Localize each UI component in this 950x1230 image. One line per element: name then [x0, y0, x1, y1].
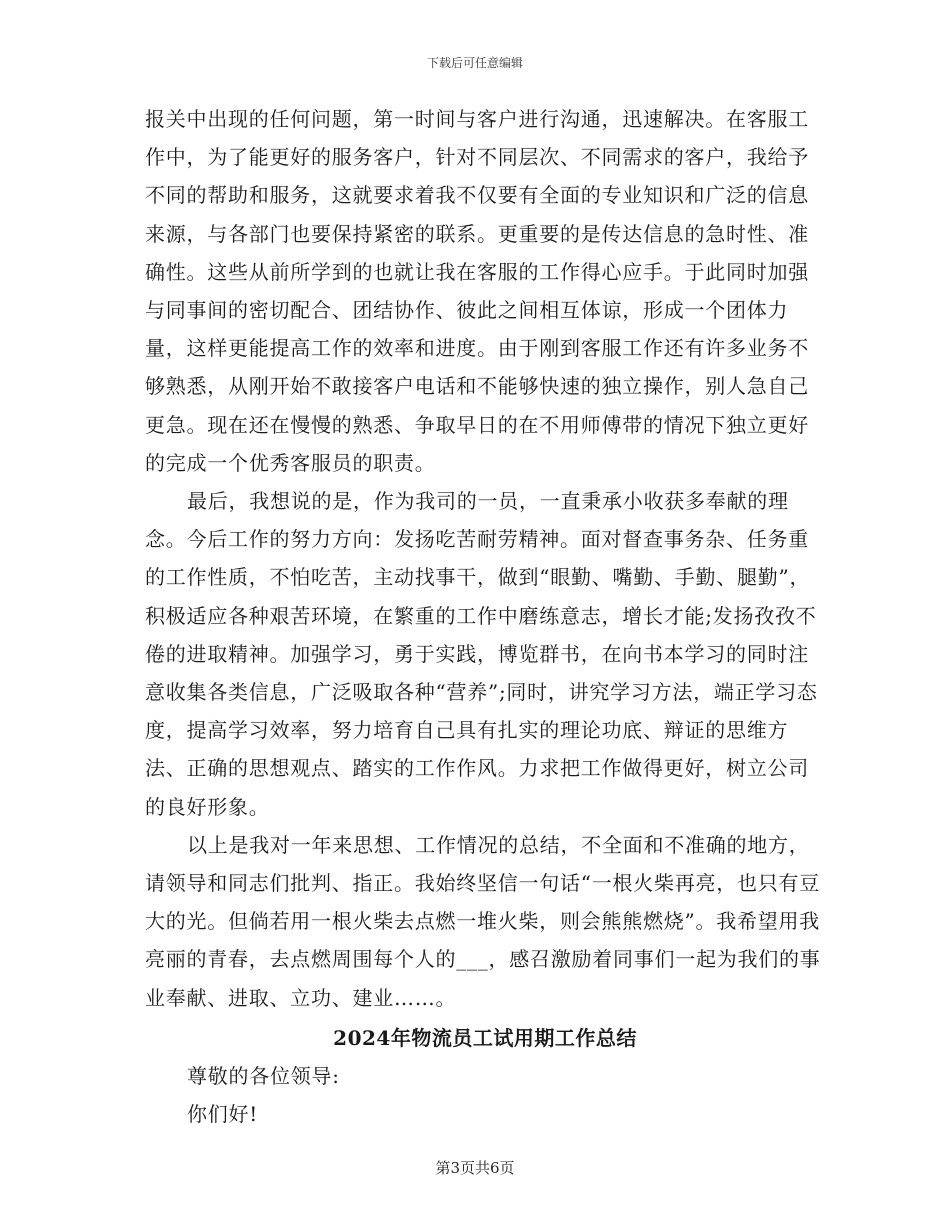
document-body — [145, 100, 825, 1133]
paragraph-work-direction: 最后，我想说的是，作为我司的一员，一直秉承小收获多奉献的理念。今后工作的努力方向：发扬吃苦耐劳精神。面对督查事务杂、任务重的工作性质，不怕吃苦，主动找事干，做到“眼勤、嘴勤、手勤、腿勤”，积极适应各种艰苦环境，在繁重的工作中磨练意志，增长才能;发扬孜孜不倦的进取精神。加强学习，勇于实践，博览群书，在向书本学习的同时注意收集各类信息，广泛吸取各种“营养”;同时，讲究学习方法，端正学习态度，提高学习效率，努力培育自己具有扎实的理论功底、辩证的思维方法、正确的思想观点、踏实的工作作风。力求把工作做得更好，树立公司的良好形象。 — [145, 489, 818, 819]
salutation: 尊敬的各位领导: — [187, 1063, 340, 1088]
greeting: 你们好! — [187, 1102, 259, 1127]
page-header: 下载后可任意编辑 — [426, 56, 523, 70]
paragraph-customer-service: 报关中出现的任何问题，第一时间与客户进行沟通，迅速解决。在客服工作中，为了能更好的服务客户，针对不同层次、不同需求的客户，我给予不同的帮助和服务，这就要求着我不仅要有全面的专业知识和广泛的信息来源，与各部门也要保持紧密的联系。更重要的是传达信息的急时性、准确性。这些从前所学到的也就让我在客服的工作得心应手。于此同时加强与同事间的密切配合、团结协作、彼此之间相互体谅，形成一个团体力量，这样更能提高工作的效率和进度。由于刚到客服工作还有许多业务不够熟悉，从刚开始不敢接客户电话和不能够快速的独立操作，别人急自己更急。现在还在慢慢的熟悉、争取早日的在不用师傅带的情况下独立更好的完成一个优秀客服员的职责。 — [145, 107, 809, 475]
paragraph-conclusion: 以上是我对一年来思想、工作情况的总结，不全面和不准确的地方，请领导和同志们批判、指正。我始终坚信一句话“一根火柴再亮，也只有豆大的光。但倘若用一根火柴去点燃一堆火柴，则会熊熊燃烧”。我希望用我亮丽的青春，去点燃周围每个人的___，感召激励着同事们一起为我们的事业奉献、进取、立功、建业……。 — [145, 832, 821, 1010]
page-footer: 第3页共6页 — [435, 1159, 515, 1177]
section-title: 2024年物流员工试用期工作总结 — [333, 1025, 637, 1050]
